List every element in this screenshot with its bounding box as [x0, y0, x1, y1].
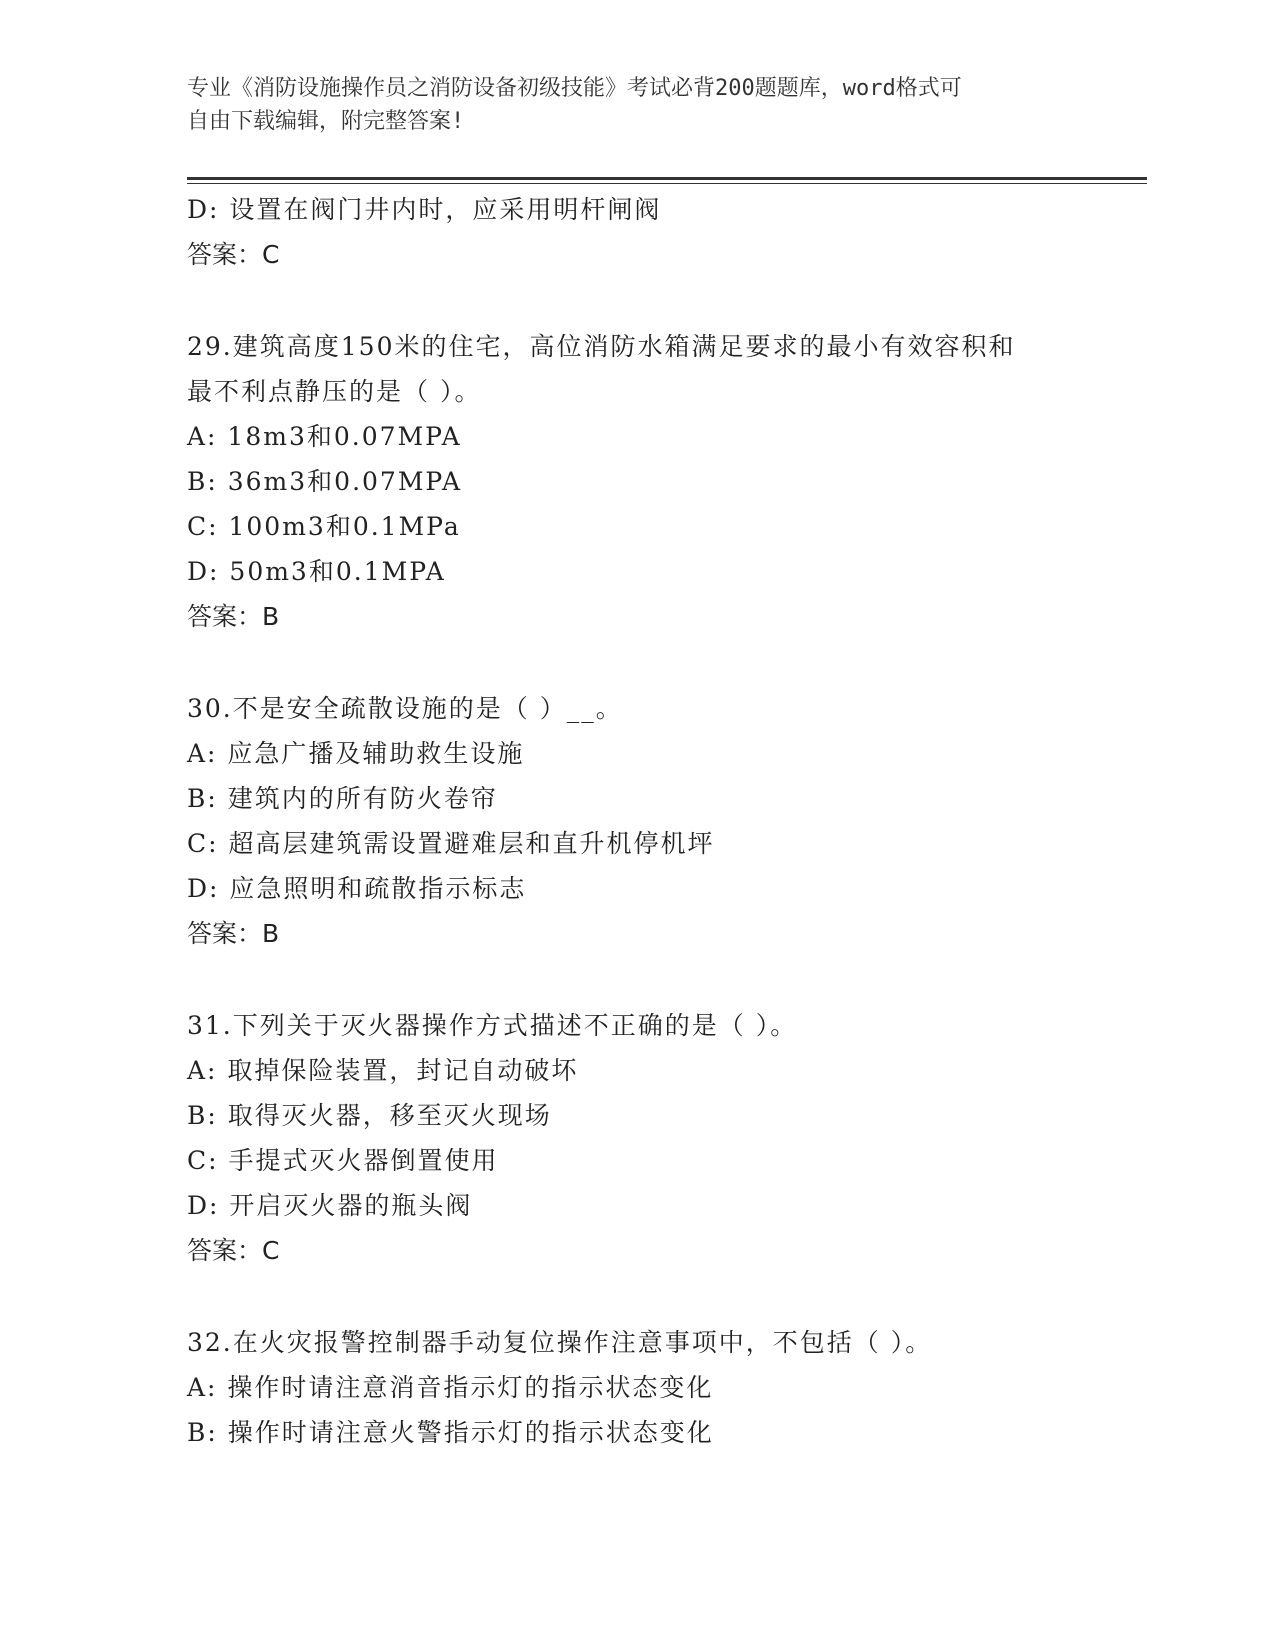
question-32	[187, 1320, 1087, 1455]
option-b: B: 建筑内的所有防火卷帘	[187, 784, 498, 813]
option-c: C: 100m3和0.1MPa	[187, 512, 461, 541]
option-a: A: 应急广播及辅助救生设施	[187, 739, 525, 768]
header-line-2: 自由下载编辑，附完整答案!	[187, 109, 465, 134]
question-29	[187, 324, 1087, 639]
answer: 答案：C	[187, 1236, 280, 1265]
document-header	[187, 72, 1067, 138]
option-b: B: 取得灭火器，移至灭火现场	[187, 1101, 552, 1130]
option-d: D: 应急照明和疏散指示标志	[187, 874, 527, 903]
question-stem: 29.建筑高度150米的住宅，高位消防水箱满足要求的最小有效容积和	[187, 332, 1016, 361]
option-b: B: 操作时请注意火警指示灯的指示状态变化	[187, 1418, 714, 1447]
option-a: A: 取掉保险装置，封记自动破坏	[187, 1056, 579, 1085]
question-stem-cont: 最不利点静压的是（ ）。	[187, 377, 482, 406]
option-b: B: 36m3和0.07MPA	[187, 467, 463, 496]
question-list	[187, 187, 1087, 1455]
prev-option-d: D: 设置在阀门井内时，应采用明杆闸阀	[187, 195, 662, 224]
header-rule-thin	[187, 183, 1147, 184]
header-line-1: 专业《消防设施操作员之消防设备初级技能》考试必背200题题库，word格式可	[187, 76, 962, 101]
header-rule-thick	[187, 177, 1147, 180]
question-stem: 31.下列关于灭火器操作方式描述不正确的是（ ）。	[187, 1011, 798, 1040]
option-a: A: 18m3和0.07MPA	[187, 422, 462, 451]
question-stem: 32.在火灾报警控制器手动复位操作注意事项中，不包括（ ）。	[187, 1328, 933, 1357]
question-stem: 30.不是安全疏散设施的是（ ）__。	[187, 694, 623, 723]
option-c: C: 超高层建筑需设置避难层和直升机停机坪	[187, 829, 715, 858]
option-c: C: 手提式灭火器倒置使用	[187, 1146, 499, 1175]
question-31	[187, 1003, 1087, 1273]
question-30	[187, 686, 1087, 956]
prev-answer: 答案：C	[187, 240, 280, 269]
answer: 答案：B	[187, 602, 280, 631]
option-d: D: 开启灭火器的瓶头阀	[187, 1191, 473, 1220]
answer: 答案：B	[187, 919, 280, 948]
option-d: D: 50m3和0.1MPA	[187, 557, 446, 586]
option-a: A: 操作时请注意消音指示灯的指示状态变化	[187, 1373, 714, 1402]
